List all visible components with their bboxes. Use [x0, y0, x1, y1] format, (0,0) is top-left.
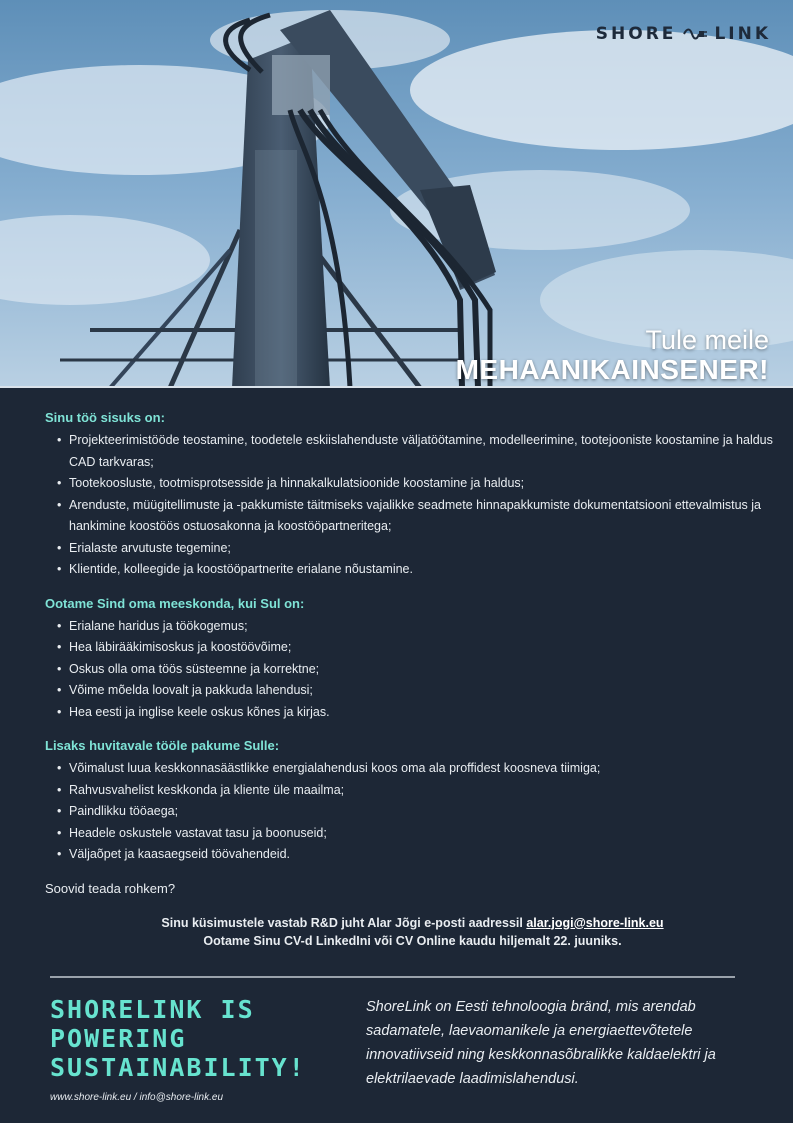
bullet-list — [45, 430, 780, 581]
title-line-1: Tule meile — [645, 325, 769, 355]
requirements-section — [45, 596, 780, 724]
bullet-list — [45, 758, 780, 866]
more-info-text: Soovid teada rohkem? — [45, 880, 176, 896]
logo-link-text: LINK — [714, 24, 771, 44]
plug-wave-icon — [682, 24, 708, 44]
contact-block — [45, 914, 780, 950]
title-line-2: MEHAANIKAINSENER! — [455, 354, 769, 385]
slogan — [50, 995, 306, 1082]
company-description: ShoreLink on Eesti tehnoloogia bränd, mis arendab sadamatele, laevaomanikele ja energiaettevõtetele innovatiivseid ning keskkonnasõbralikke kaldaelektri ja elektrilaevade laadimislahendusi. — [366, 999, 716, 1087]
contact-line-2: Ootame Sinu CV-d LinkedIni või CV Online kaudu hiljemalt 22. juuniks. — [203, 933, 622, 948]
list-item: • Projekteerimistööde teostamine, toodetele eskiislahenduste väljatöötamine, modelleerimine, tootejooniste koostamine ja haldus CAD tarkvaras; — [45, 430, 780, 473]
list-item: • Võime mõelda loovalt ja pakkuda lahendusi; — [45, 680, 780, 702]
section-title: Sinu töö sisuks on: — [45, 410, 165, 425]
list-item: • Väljaõpet ja kaasaegseid töövahendeid. — [45, 844, 780, 866]
list-item: • Hea läbirääkimisoskus ja koostöövõime; — [45, 637, 780, 659]
list-item: • Arenduste, müügitellimuste ja -pakkumiste täitmiseks vajalikke seadmete hinnapakkumiste dokumentatsiooni ettevalmistus ja hankimine koostöös ostuosakonna ja koostööpartneritega; — [45, 495, 780, 538]
contact-email-link[interactable]: alar.jogi@shore-link.eu — [526, 915, 664, 930]
main-content — [45, 410, 780, 950]
benefits-section — [45, 738, 780, 866]
footer-links[interactable]: www.shore-link.eu / info@shore-link.eu — [50, 1092, 224, 1103]
list-item: • Tootekoosluste, tootmisprotsesside ja hinnakalkulatsioonide koostamine ja haldus; — [45, 473, 780, 495]
list-item: • Erialane haridus ja töökogemus; — [45, 616, 780, 638]
logo-shore-text: SHORE — [595, 24, 677, 44]
duties-section — [45, 410, 780, 581]
footer-divider — [50, 976, 735, 978]
list-item: • Hea eesti ja inglise keele oskus kõnes ja kirjas. — [45, 702, 780, 724]
list-item: • Headele oskustele vastavat tasu ja boonuseid; — [45, 823, 780, 845]
hero-banner — [0, 0, 793, 388]
contact-line-1 — [45, 914, 780, 932]
shorelink-logo — [596, 24, 771, 44]
list-item: • Paindlikku tööaega; — [45, 801, 780, 823]
list-item: • Oskus olla oma töös süsteemne ja korrektne; — [45, 659, 780, 681]
list-item: • Võimalust luua keskkonnasäästlikke energialahendusi koos oma ala proffidest koosneva tiimiga; — [45, 758, 780, 780]
list-item: • Rahvusvahelist keskkonda ja kliente üle maailma; — [45, 780, 780, 802]
slogan-line: SUSTAINABILITY! — [50, 1053, 306, 1082]
slogan-line: POWERING — [50, 1024, 187, 1053]
slogan-line: SHORELINK IS — [50, 995, 255, 1024]
list-item: • Klientide, kolleegide ja koostööpartnerite erialane nõustamine. — [45, 559, 780, 581]
page-title — [456, 326, 769, 385]
list-item: • Erialaste arvutuste tegemine; — [45, 538, 780, 560]
contact-prefix: Sinu küsimustele vastab R&D juht Alar Jõgi e-posti aadressil — [161, 915, 523, 930]
section-title: Lisaks huvitavale tööle pakume Sulle: — [45, 738, 280, 753]
section-title: Ootame Sind oma meeskonda, kui Sul on: — [45, 595, 305, 611]
bullet-list — [45, 616, 780, 724]
